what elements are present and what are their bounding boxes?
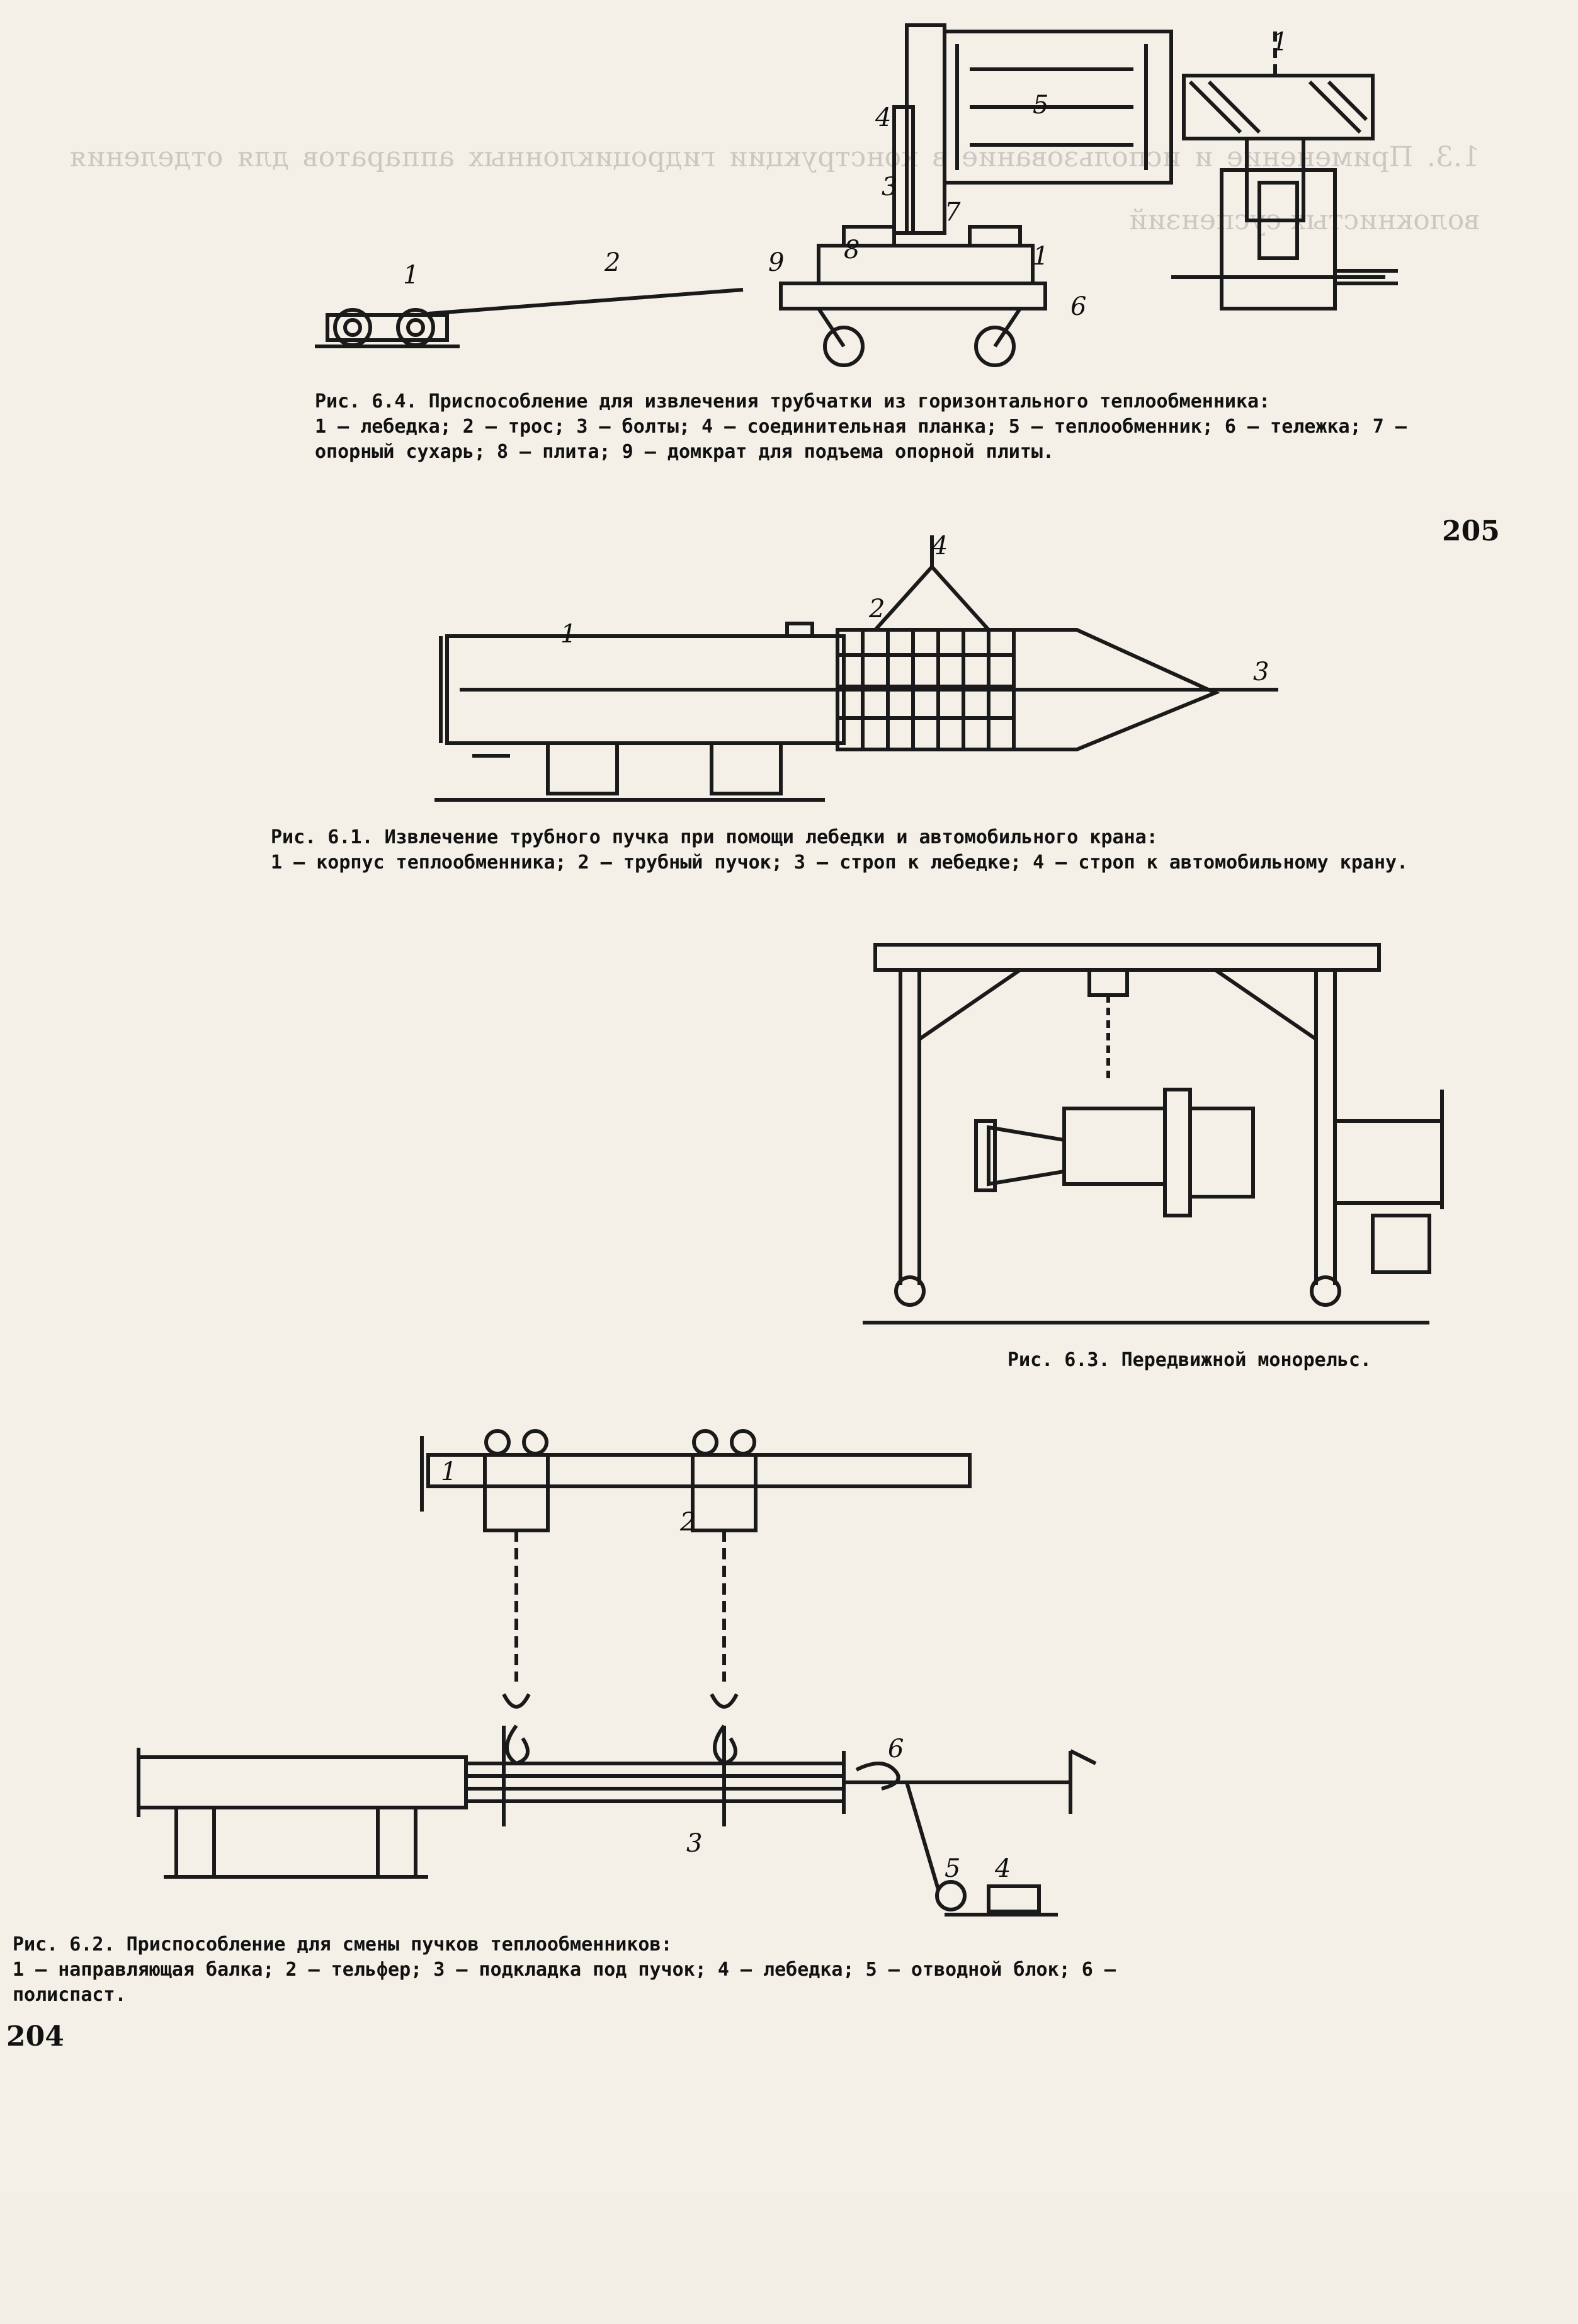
figure-6-4-caption	[315, 389, 1492, 465]
fig-6-1-label-2: 2	[869, 595, 885, 624]
fig-6-1-label-3: 3	[1253, 658, 1269, 686]
fig-6-4-label-1b: 1	[1033, 242, 1049, 271]
fig-6-4-label-6: 6	[1070, 292, 1087, 321]
figure-6-3-title: Рис. 6.3. Передвижной монорельс.	[1008, 1349, 1371, 1371]
figure-6-4-legend: 1 — лебедка; 2 — трос; 3 — болты; 4 — соединительная планка; 5 — теплообменник; 6 — тележка; 7 — опорный сухарь; 8 — плита; 9 — домкрат для подъема опорной плиты.	[315, 416, 1407, 463]
figure-6-1-caption	[271, 825, 1473, 875]
page-number-left: 204	[6, 2020, 64, 2053]
fig-6-4-label-7: 7	[945, 198, 961, 227]
figure-6-2-title: Рис. 6.2. Приспособление для смены пучков теплообменников:	[13, 1934, 673, 1956]
fig-6-2-label-1: 1	[441, 1457, 457, 1486]
figure-6-4-drawing	[302, 19, 1398, 384]
figure-6-1-title: Рис. 6.1. Извлечение трубного пучка при помощи лебедки и автомобильного крана:	[271, 826, 1158, 848]
figure-6-2-drawing	[126, 1398, 1108, 2324]
fig-6-2-label-5: 5	[945, 1854, 961, 1883]
fig-6-4-label-9: 9	[768, 248, 785, 277]
fig-6-4-label-1c: 1	[1272, 28, 1288, 57]
fig-6-1-label-1: 1	[560, 620, 577, 649]
fig-6-2-label-6: 6	[888, 1734, 904, 1763]
figure-6-2-legend: 1 — направляющая балка; 2 — тельфер; 3 — подкладка под пучок; 4 — лебедка; 5 — отводной блок; 6 — полиспаст.	[13, 1959, 1116, 2006]
fig-6-1-label-4: 4	[932, 532, 948, 561]
figure-6-1-drawing	[434, 529, 1329, 819]
fig-6-4-label-1: 1	[403, 261, 419, 290]
fig-6-4-label-4: 4	[875, 103, 892, 132]
bleed-through-text: 1.3. Применение и использование в конструкции гидроциклонных аппаратов для отделения волокнистых суспензий	[69, 141, 1480, 236]
fig-6-4-label-8: 8	[844, 236, 860, 265]
fig-6-4-label-3: 3	[882, 173, 898, 202]
figure-6-2-caption	[13, 1932, 1209, 2008]
figure-6-4-title: Рис. 6.4. Приспособление для извлечения трубчатки из горизонтального теплообменника:	[315, 390, 1271, 413]
figure-6-3-caption	[1008, 1348, 1486, 1373]
page-number-right: 205	[1442, 515, 1500, 547]
fig-6-4-label-2: 2	[605, 248, 621, 277]
fig-6-2-label-3: 3	[686, 1829, 703, 1858]
fig-6-2-label-4: 4	[995, 1854, 1011, 1883]
fig-6-2-label-2: 2	[680, 1508, 696, 1537]
figure-6-3-drawing	[863, 920, 1461, 1335]
fig-6-4-label-5: 5	[1033, 91, 1049, 120]
figure-6-1-legend: 1 — корпус теплообменника; 2 — трубный пучок; 3 — строп к лебедке; 4 — строп к автомобильному крану.	[271, 852, 1409, 874]
